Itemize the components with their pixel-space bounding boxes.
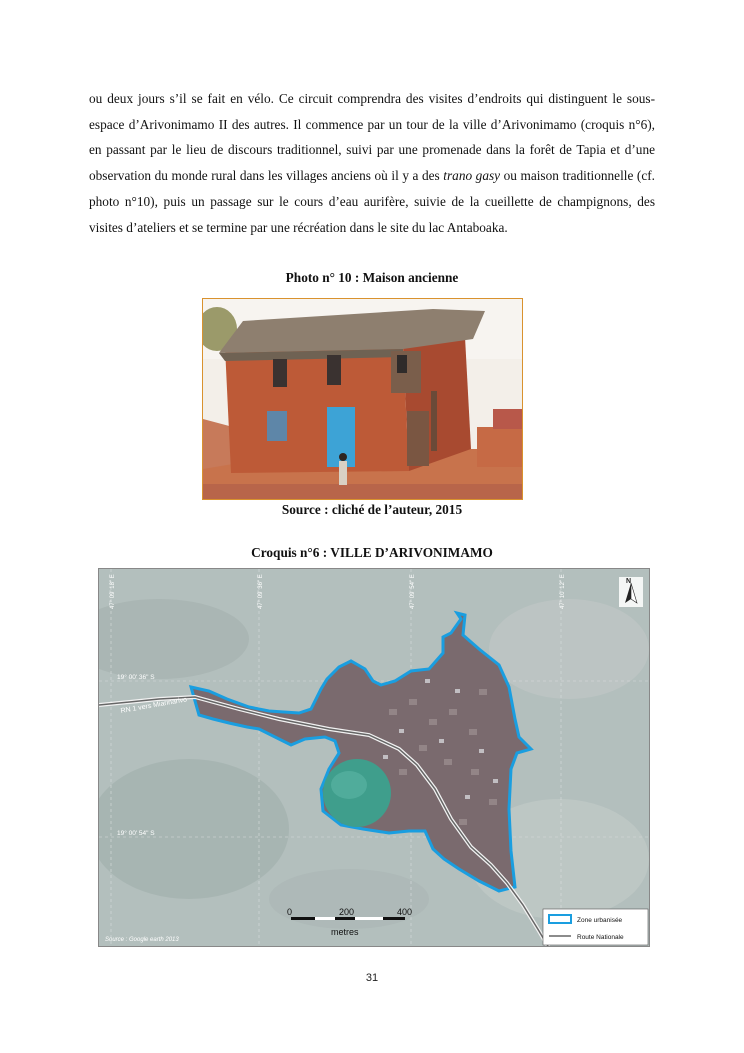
coord-left-1: 19° 00' 36" S [117, 674, 155, 681]
coord-top-1: 47° 09' 18" E [110, 574, 116, 609]
coord-top-2: 47° 09' 36" E [258, 574, 264, 609]
paragraph-italic-term: trano gasy [443, 168, 501, 184]
scale-unit: metres [331, 927, 359, 937]
north-arrow-icon [619, 577, 643, 607]
north-label: N [626, 578, 632, 585]
legend-zone-label: Zone urbanisée [577, 917, 623, 924]
map-image [99, 569, 650, 947]
coord-top-3: 47° 09' 54" E [410, 574, 416, 609]
paragraph-text-part1: ou deux jours s’il se fait en vélo. Ce circuit comprendra des visites d’endroits qui distinguent le sous-espace d’Arivonimamo II des autres. Il commence par un tour de la ville d’Arivonimamo (croquis n°6), en passant par le lieu de discours traditionnel, suivi par une promenade dans la forêt de Tapia et d’une observation du monde rural dans les villages anciens où il y a des [89, 91, 655, 184]
coord-top-4: 47° 10' 12" E [560, 574, 566, 609]
photo-title: Photo n° 10 : Maison ancienne [285, 270, 459, 285]
photo-house-image [203, 299, 523, 500]
map-title: Croquis n°6 : VILLE D’ARIVONIMAMO [251, 545, 493, 560]
road-label: RN 1 vers Miarinarivo [120, 696, 188, 715]
page-number: 31 [365, 972, 379, 984]
coord-left-2: 19° 00' 54" S [117, 830, 155, 837]
body-paragraph [89, 86, 655, 240]
photo-house [202, 298, 523, 500]
photo-source: Source : cliché de l’auteur, 2015 [281, 502, 463, 517]
paragraph-text-part2: ou maison traditionnelle (cf. photo n°10), puis un passage sur le cours d’eau aurifère, suivie de la cueillette de champignons, des visites d’ateliers et se termine par une récréation dans le site du lac Antaboaka. [89, 168, 655, 235]
scale-tick-200: 200 [339, 907, 355, 917]
map-legend [543, 909, 648, 945]
scale-tick-400: 400 [397, 907, 413, 917]
scale-tick-0: 0 [287, 907, 293, 917]
map-arivonimamo [98, 568, 650, 947]
map-source: Source : Google earth 2013 [105, 937, 179, 943]
legend-road-label: Route Nationale [577, 934, 624, 941]
